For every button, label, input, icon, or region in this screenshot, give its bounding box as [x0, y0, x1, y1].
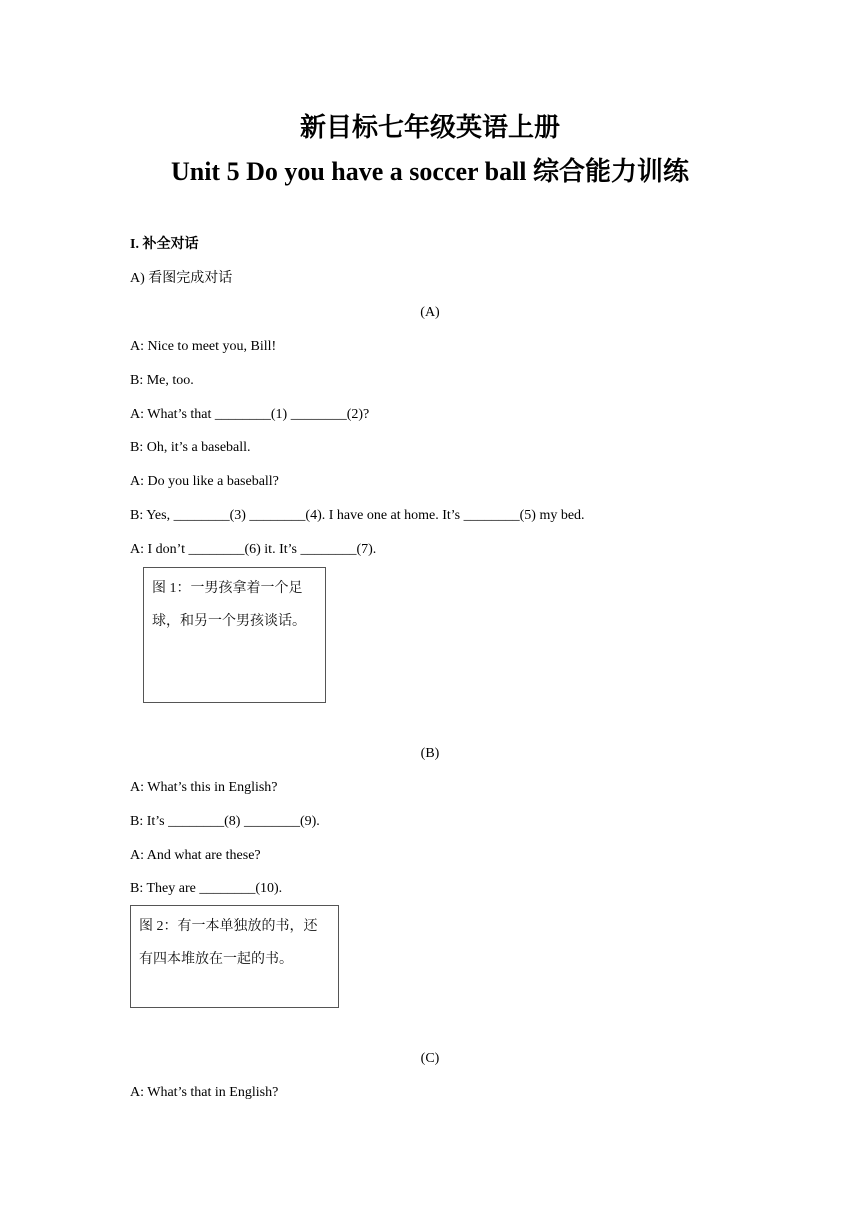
- document-title: 新目标七年级英语上册: [299, 113, 560, 142]
- dialogue-line: A: And what are these?: [130, 848, 261, 863]
- dialogue-line: A: What’s that in English?: [130, 1085, 279, 1100]
- dialogue-a-label: (A): [420, 305, 440, 320]
- figure-1-placeholder: 图 1：一男孩拿着一个足球，和另一个男孩谈话。: [143, 567, 326, 703]
- dialogue-line: A: Do you like a baseball?: [130, 474, 279, 489]
- figure-2-placeholder: 图 2：有一本单独放的书，还有四本堆放在一起的书。: [130, 905, 339, 1008]
- dialogue-b-label: (B): [420, 746, 440, 761]
- dialogue-line: A: I don’t ________(6) it. It’s ________(7).: [130, 542, 377, 557]
- dialogue-line: A: Nice to meet you, Bill!: [130, 339, 277, 354]
- dialogue-line: B: Me, too.: [130, 373, 194, 388]
- dialogue-line: B: Yes, ________(3) ________(4). I have one at home. It’s ________(5) my bed.: [130, 508, 585, 523]
- document-subtitle: Unit 5 Do you have a soccer ball 综合能力训练: [170, 157, 690, 186]
- dialogue-c-label: (C): [420, 1051, 440, 1066]
- dialogue-line: B: They are ________(10).: [130, 881, 283, 896]
- dialogue-line: B: It’s ________(8) ________(9).: [130, 814, 320, 829]
- dialogue-line: B: Oh, it’s a baseball.: [130, 440, 251, 455]
- dialogue-line: A: What’s this in English?: [130, 780, 278, 795]
- dialogue-line: A: What’s that ________(1) ________(2)?: [130, 407, 370, 422]
- sub-section-heading: A) 看图完成对话: [130, 271, 233, 286]
- section-heading: I. 补全对话: [130, 237, 199, 252]
